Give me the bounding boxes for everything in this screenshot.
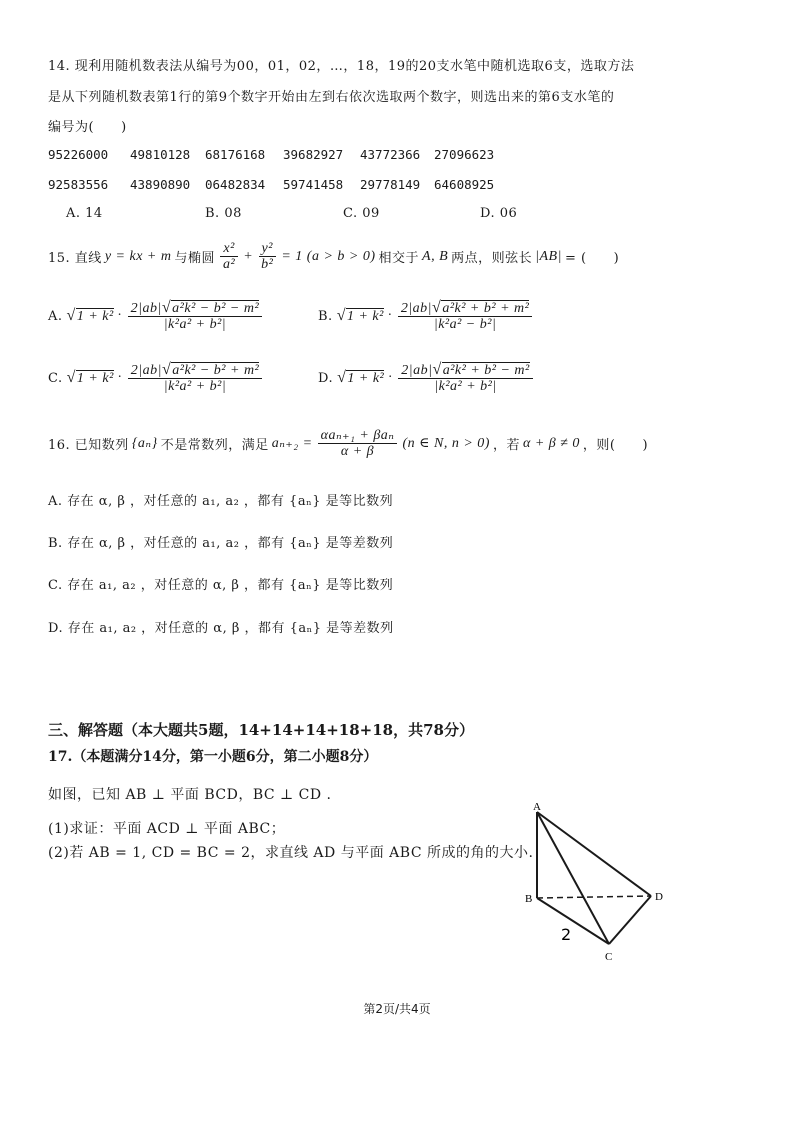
vertex-c-label: C [605,951,613,963]
vertex-d-label: D [655,891,663,903]
q15-option-d: D. √1 + k² · $\frac{\text{2|ab|√a²k² + b² − m²}}{\text{|k²a² + b²|}}$ [318,362,535,394]
fraction-radicand: a²k² − b² + m² [172,363,260,378]
ellipse-x-den: a² [222,257,236,272]
q17-given: 如图，已知 AB ⊥ 平面 BCD，BC ⊥ CD . [48,787,332,803]
q14-stem-line3: 编号为( ) [48,120,127,135]
edge-bc [537,898,609,944]
option-label: B. [318,308,333,324]
fraction-denominator: |k²a² − b²| [433,317,497,332]
option-label: D. [318,370,334,386]
q15-option-b-fraction: $\frac{\text{2|ab|√a²k² + b² + m²}}{\text{|k²a² − b²|}}$ [398,300,533,332]
q16-option-d: D. 存在 a₁, a₂ ，对任意的 α, β ，都有 {aₙ} 是等差数列 [48,621,394,636]
q15-stem-mid2: 相交于 [378,251,420,266]
recurrence-numerator: αaₙ₊₁ + βaₙ [318,428,398,444]
q16-stem-part2: 不是常数列，满足 [160,438,269,453]
sqrt-1-k2: 1 + k² [76,309,114,324]
q16-sequence: {aₙ} [131,436,158,451]
random-number-cell: 43772366 [360,147,421,162]
q15-points: A, B [422,248,449,264]
recurrence-denominator: α + β [340,444,375,459]
fraction-radicand: a²k² + b² + m² [442,301,530,316]
edge-ad [537,812,651,896]
q15-stem-prefix: 15. 直线 [48,251,102,266]
fraction-radicand: a²k² + b² − m² [442,363,530,378]
fraction-denominator: |k²a² + b²| [163,379,227,394]
q15-option-c: C. √1 + k² · $\frac{\text{2|ab|√a²k² − b² + m²}}{\text{|k²a² + b²|}}$ [48,362,264,394]
q16-option-a: A. 存在 α, β ，对任意的 a₁, a₂ ，都有 {aₙ} 是等比数列 [48,494,394,509]
q17-part2: (2)若 AB = 1, CD = BC = 2，求直线 AD 与平面 ABC 所成的角的大小. [48,845,534,861]
ellipse-x-fraction [220,241,238,272]
random-number-cell: 06482834 [205,177,266,192]
q14-option-b: B. 08 [205,206,242,221]
q14-stem-line2: 是从下列随机数表第1行的第9个数字开始由左到右依次选取两个数字，则选出来的第6支水笔的 [48,90,615,105]
q15-line-equation: y = kx + m [104,248,172,264]
vertex-b-label: B [525,893,533,905]
ellipse-y-den: b² [261,257,274,272]
q15-option-d-fraction: $\frac{\text{2|ab|√a²k² + b² − m²}}{\text{|k²a² + b²|}}$ [398,362,533,394]
q15-option-b: B. √1 + k² · $\frac{\text{2|ab|√a²k² + b² + m²}}{\text{|k²a² − b²|}}$ [318,300,534,332]
q15-option-a: A. √1 + k² · $\frac{\text{2|ab|√a²k² − b² − m²}}{\text{|k²a² + b²|}}$ [48,300,264,332]
q16-option-c: C. 存在 a₁, a₂ ，对任意的 α, β ，都有 {aₙ} 是等比数列 [48,578,394,593]
q15-stem: 15. 直线 y = kx + m 与椭圆 $\frac{\text{x²}}{\text{a²}}$ + $\frac{\text{y²}}{\text{b²}}$ = 1 (a > b > 0) 相交于 A, B 两点，则弦长 |AB| = ( ) [48,241,620,272]
q15-stem-mid3: 两点，则弦长 [451,251,533,266]
fraction-num-prefix: 2|ab| [400,301,433,316]
random-number-cell: 27096623 [434,147,495,162]
q14-option-a: A. 14 [66,206,103,221]
section-heading: 三、解答题（本大题共5题，14+14+14+18+18，共78分） [48,721,474,739]
fraction-denominator: |k²a² + b²| [434,379,497,394]
fraction-num-prefix: 2|ab| [130,363,162,378]
q17-header: 17.（本题满分14分，第一小题6分，第二小题8分） [48,749,378,765]
q16-stem-part3: ，若 [492,438,520,453]
q16-recurrence-fraction [318,428,398,459]
q16-recurrence-lhs: aₙ₊₂ = [271,436,313,451]
q16-option-b: B. 存在 α, β ，对任意的 a₁, a₂ ，都有 {aₙ} 是等差数列 [48,536,394,551]
edge-ac [537,812,609,944]
random-number-cell: 43890890 [130,177,191,192]
sqrt-1-k2: 1 + k² [346,309,384,324]
q15-stem-mid1: 与椭圆 [174,251,215,266]
edge-bd-hidden [537,896,651,898]
ellipse-y-num: y² [259,241,276,257]
fraction-denominator: |k²a² + b²| [163,317,227,332]
q14-option-c: C. 09 [343,206,380,221]
q16-condition: (n ∈ N, n > 0) [402,436,490,451]
fraction-num-prefix: 2|ab| [401,363,433,378]
q15-option-c-fraction: $\frac{\text{2|ab|√a²k² − b² + m²}}{\text{|k²a² + b²|}}$ [128,362,263,394]
tetrahedron-figure [515,800,695,965]
q15-option-a-fraction: $\frac{\text{2|ab|√a²k² − b² − m²}}{\text{|k²a² + b²|}}$ [128,300,263,332]
q16-alpha-beta-condition: α + β ≠ 0 [522,435,580,451]
fraction-num-prefix: 2|ab| [130,301,162,316]
ellipse-x-num: x² [220,241,237,257]
ellipse-y-fraction [258,241,276,272]
random-number-cell: 29778149 [360,177,421,192]
q14-stem-line1: 14. 现利用随机数表法从编号为00，01，02，…，18，19的20支水笔中随机选取6支，选取方法 [48,59,635,74]
q15-chord: |AB| [535,248,562,264]
random-number-cell: 95226000 [48,147,109,162]
q16-stem-part4: ，则( ) [582,438,649,453]
q14-option-d: D. 06 [480,206,518,221]
sqrt-1-k2: 1 + k² [347,371,385,386]
option-label: A. [48,308,63,324]
option-label: C. [48,370,63,386]
random-number-cell: 92583556 [48,177,109,192]
handwritten-note: 2 [561,925,572,944]
random-number-cell: 59741458 [283,177,344,192]
q16-stem [48,428,648,459]
fraction-radicand: a²k² − b² − m² [172,301,260,316]
random-number-cell: 64608925 [434,177,495,192]
page-number: 第2页/共4页 [363,1002,431,1016]
q15-stem-end: = ( ) [564,251,620,266]
random-number-cell: 49810128 [130,147,191,162]
random-number-cell: 68176168 [205,147,266,162]
q17-part1: (1)求证：平面 ACD ⊥ 平面 ABC； [48,821,286,837]
vertex-a-label: A [533,801,541,813]
q16-stem-part1: 16. 已知数列 [48,438,129,453]
ellipse-rhs: = 1 (a > b > 0) [281,248,376,264]
random-number-cell: 39682927 [283,147,344,162]
sqrt-1-k2: 1 + k² [76,371,114,386]
edge-cd [609,896,651,944]
